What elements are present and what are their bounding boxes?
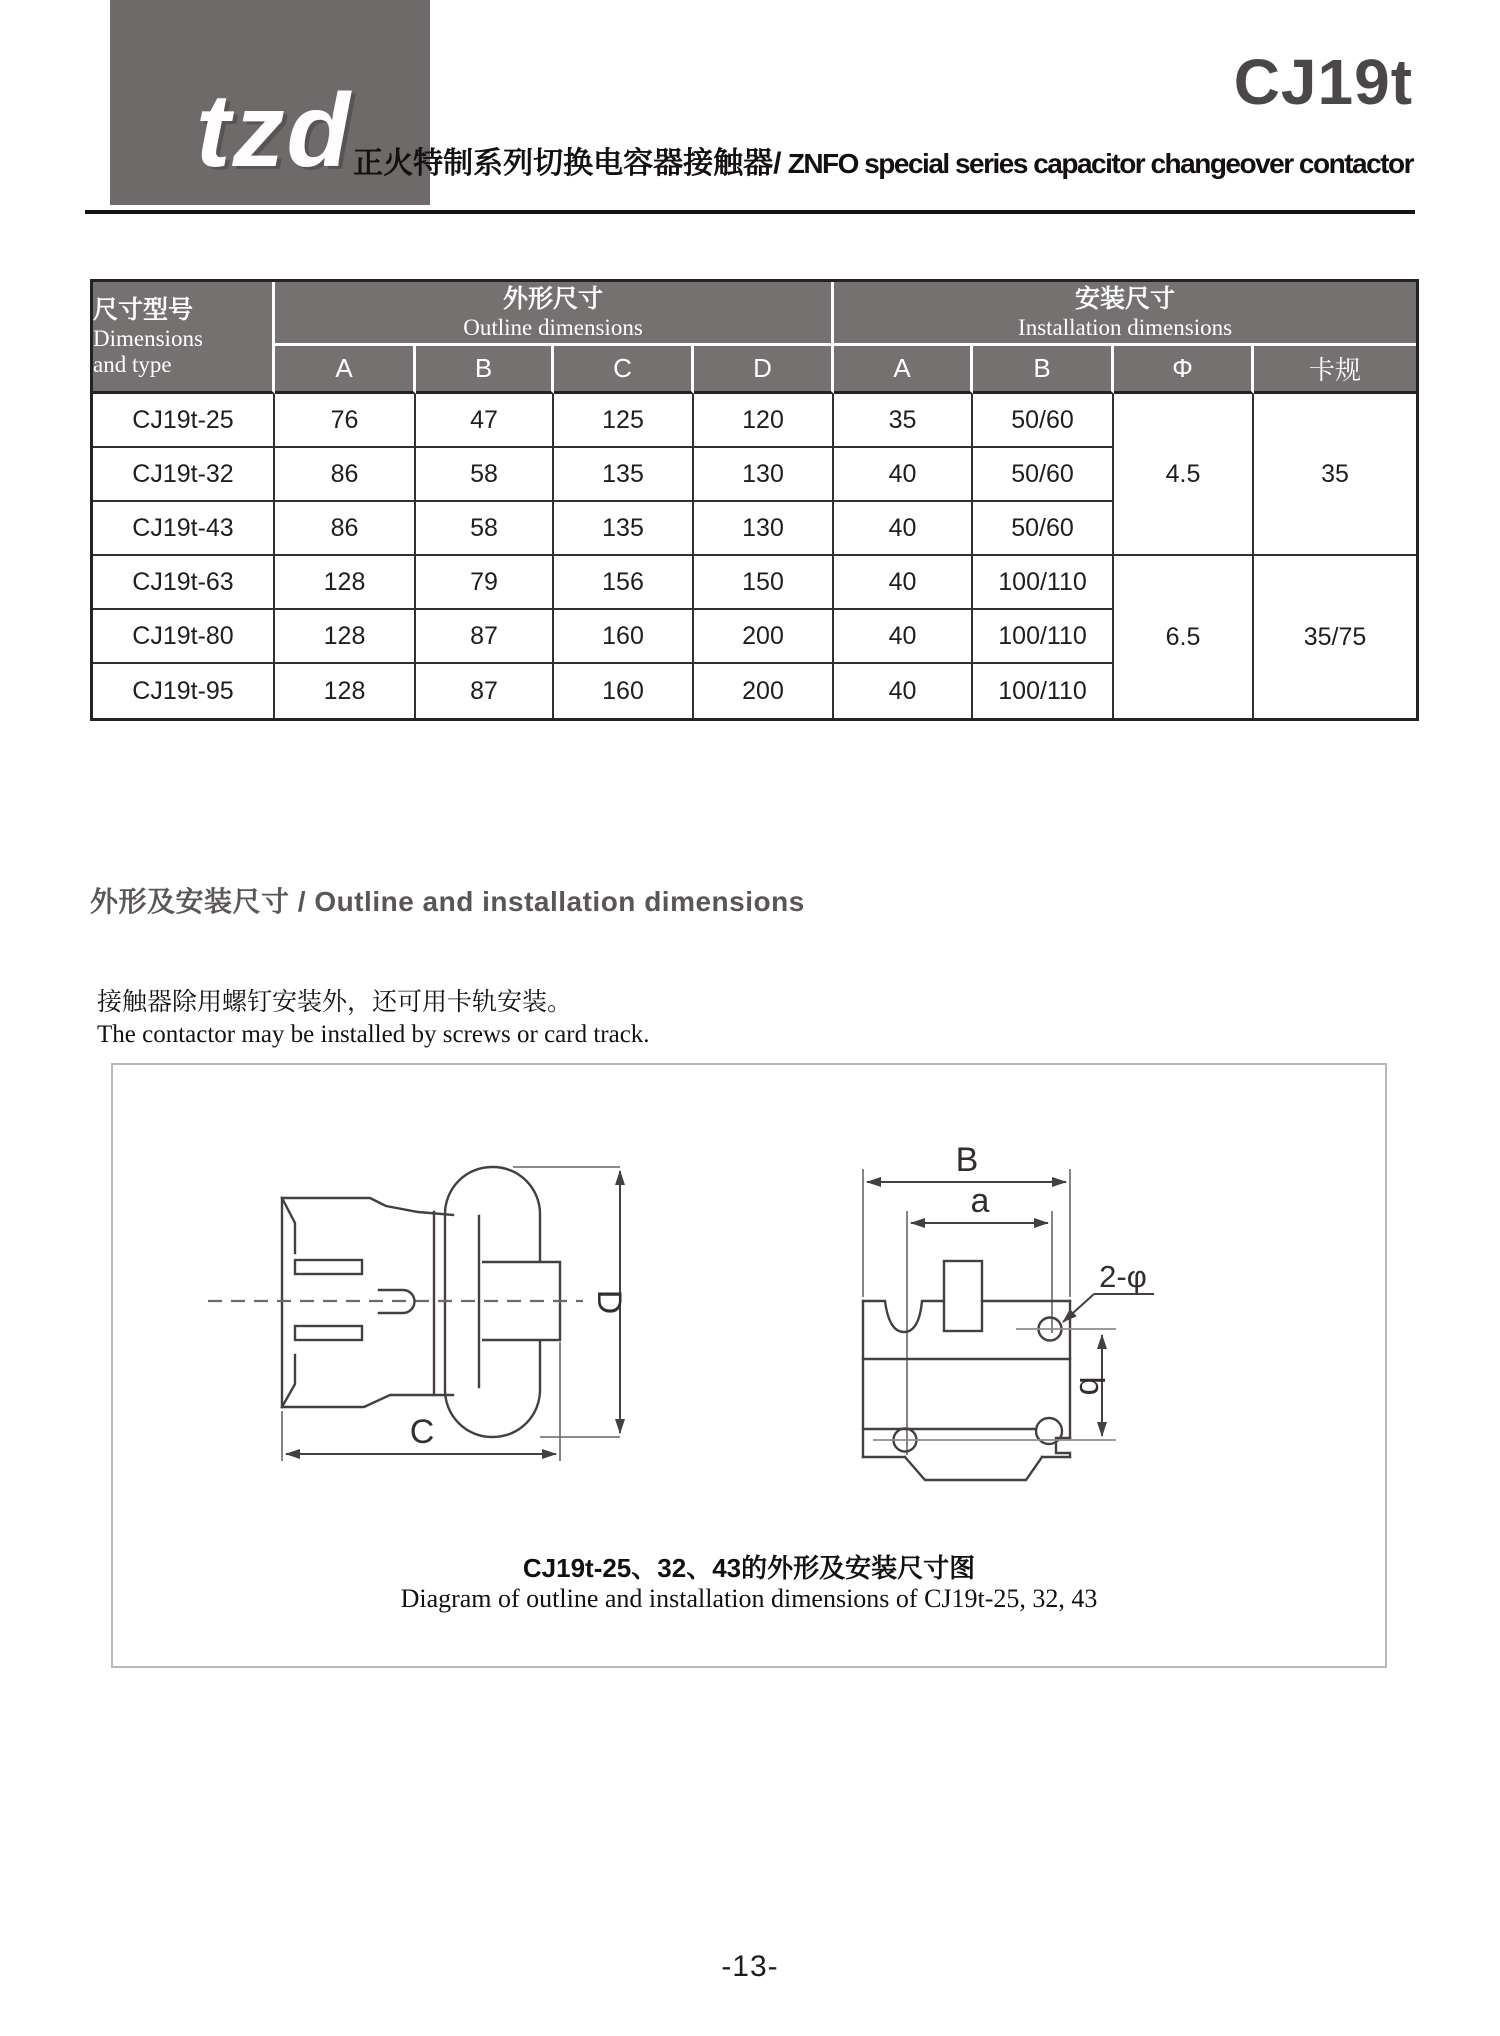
contactor-side-view [208,1167,628,1461]
page-number: -13- [721,1950,779,1983]
dim-label-b: b [1072,1376,1111,1396]
phi-leader-arrow [1063,1294,1094,1322]
header-outline-cn: 外形尺寸 [503,285,604,313]
diagram-caption-cn: CJ19t-25、32、43的外形及安装尺寸图 [522,1553,976,1583]
cell-model: CJ19t-32 [93,448,275,502]
cell-outline-b: 87 [416,610,554,664]
dim-label-c: C [409,1413,435,1451]
col-outline-c: C [554,346,694,394]
cell-install-b: 100/110 [973,610,1114,664]
dim-label-B: B [955,1141,979,1179]
dim-label-2phi: 2-φ [1099,1259,1147,1294]
header-dimensions-cn: 尺寸型号 [93,296,194,325]
terminal-slot-bottom [295,1326,362,1340]
cell-model: CJ19t-63 [93,556,275,610]
body-top-edge [282,1198,453,1215]
col-outline-d: D [694,346,834,394]
diagram-caption-en: Diagram of outline and installation dimensions of CJ19t-25, 32, 43 [400,1584,1098,1613]
cell-outline-b: 47 [416,394,554,448]
header-outline-dimensions [275,282,834,346]
cell-gauge-group1: 35 [1254,394,1416,556]
table-row [93,556,1416,610]
dimensions-table [90,279,1419,721]
header-dimensions-en1: Dimensions [93,326,203,352]
cell-model: CJ19t-25 [93,394,275,448]
dimensions-table-wrap [90,279,1419,721]
cell-install-b: 100/110 [973,664,1114,718]
cell-install-a: 40 [834,502,973,556]
cell-outline-a: 76 [275,394,416,448]
cell-outline-c: 125 [554,394,694,448]
series-subtitle-cn: 正火特制系列切换电容器接触器/ [353,147,782,180]
col-install-b: B [973,346,1114,394]
cell-outline-c: 135 [554,502,694,556]
cell-outline-d: 150 [694,556,834,610]
cell-outline-a: 128 [275,610,416,664]
body-bottom-edge [282,1395,453,1407]
header-outline-en: Outline dimensions [463,315,643,341]
installation-note-en: The contactor may be installed by screws or card track. [97,1020,650,1048]
cell-outline-d: 130 [694,502,834,556]
cell-outline-a: 86 [275,502,416,556]
cell-install-a: 40 [834,610,973,664]
cell-outline-d: 120 [694,394,834,448]
outline-diagram-box [111,1063,1387,1668]
cell-outline-b: 87 [416,664,554,718]
cell-outline-b: 58 [416,448,554,502]
header-rule [85,210,1415,214]
terminal-slot-top [295,1260,362,1274]
cell-model: CJ19t-80 [93,610,275,664]
installation-note [97,986,650,1051]
cell-outline-c: 160 [554,610,694,664]
cell-install-a: 40 [834,448,973,502]
cell-install-a: 40 [834,556,973,610]
header-dimensions-en2: and type [93,352,172,378]
col-install-gauge: 卡规 [1254,346,1416,394]
header-installation-cn: 安装尺寸 [1075,285,1176,313]
dim-label-a: a [970,1182,990,1220]
cell-model: CJ19t-95 [93,664,275,718]
header-installation-en: Installation dimensions [1018,315,1233,341]
cell-install-b: 50/60 [973,502,1114,556]
rail-clip-top [282,1198,295,1253]
series-subtitle [353,146,1413,182]
installation-footprint-view [863,1141,1154,1480]
footprint-tab [944,1261,982,1331]
page-title: CJ19t [1233,46,1413,118]
outline-diagram-svg [113,1065,1385,1545]
col-install-a: A [834,346,973,394]
col-install-phi: Φ [1114,346,1254,394]
cell-install-b: 50/60 [973,394,1114,448]
cell-outline-d: 130 [694,448,834,502]
cell-outline-a: 86 [275,448,416,502]
series-subtitle-en: ZNFO special series capacitor changeover contactor [781,148,1413,179]
brand-logo: tzd [195,73,352,189]
header-installation-dimensions [834,282,1416,346]
cell-outline-b: 79 [416,556,554,610]
dim-label-d: D [590,1289,629,1315]
cell-outline-c: 160 [554,664,694,718]
cell-phi-group1: 4.5 [1114,394,1254,556]
cell-outline-b: 58 [416,502,554,556]
col-outline-b: B [416,346,554,394]
header-dimensions-and-type [93,282,275,394]
rail-clip-bottom [282,1355,295,1407]
cell-install-b: 50/60 [973,448,1114,502]
footprint-trapezoid [905,1457,1042,1480]
installation-note-cn: 接触器除用螺钉安装外，还可用卡轨安装。 [97,988,573,1016]
cell-install-a: 40 [834,664,973,718]
cell-install-b: 100/110 [973,556,1114,610]
cell-phi-group2: 6.5 [1114,556,1254,718]
cell-outline-d: 200 [694,664,834,718]
section-title: 外形及安装尺寸 / Outline and installation dimensions [90,886,805,917]
cell-outline-d: 200 [694,610,834,664]
cell-outline-c: 135 [554,448,694,502]
cell-outline-a: 128 [275,664,416,718]
cell-outline-a: 128 [275,556,416,610]
footprint-top-edge-notch [863,1301,944,1332]
cell-gauge-group2: 35/75 [1254,556,1416,718]
cell-install-a: 35 [834,394,973,448]
table-row [93,394,1416,448]
cell-model: CJ19t-43 [93,502,275,556]
cell-outline-c: 156 [554,556,694,610]
col-outline-a: A [275,346,416,394]
